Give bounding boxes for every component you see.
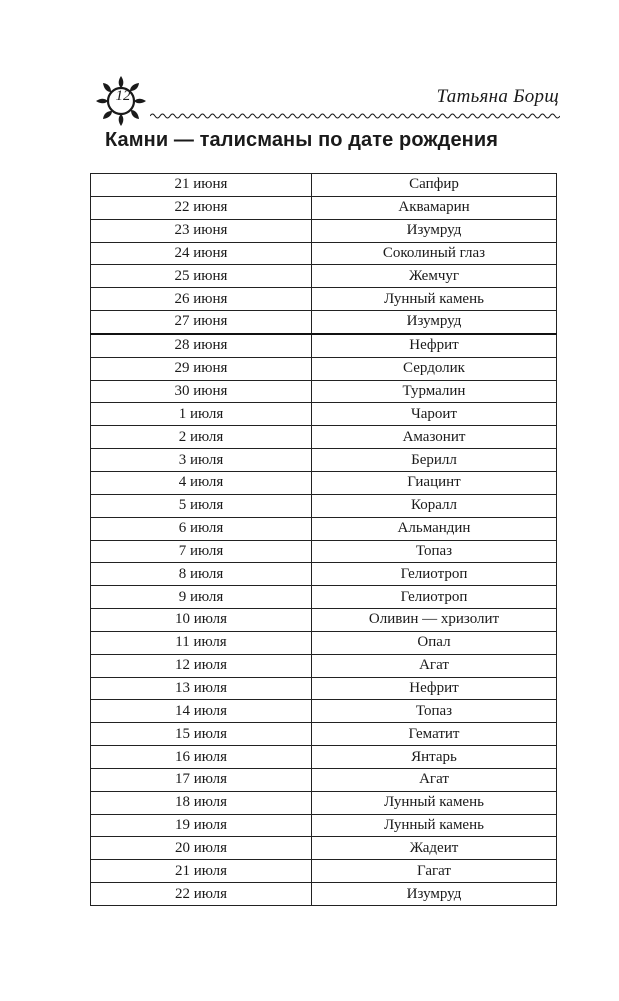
stone-cell: Жемчуг [312, 265, 557, 288]
stone-cell: Гиацинт [312, 471, 557, 494]
date-cell: 25 июня [91, 265, 312, 288]
stone-cell: Изумруд [312, 883, 557, 906]
date-cell: 6 июля [91, 517, 312, 540]
date-cell: 19 июля [91, 814, 312, 837]
table-row [91, 426, 557, 449]
table-row [91, 471, 557, 494]
stone-cell: Опал [312, 631, 557, 654]
table-row [91, 196, 557, 219]
date-cell: 18 июля [91, 791, 312, 814]
stone-cell: Аквамарин [312, 196, 557, 219]
table-row [91, 494, 557, 517]
stone-cell: Топаз [312, 700, 557, 723]
stone-cell: Чароит [312, 403, 557, 426]
table-row [91, 517, 557, 540]
date-cell: 22 июля [91, 883, 312, 906]
stone-cell: Оливин — хризолит [312, 609, 557, 632]
date-cell: 29 июня [91, 357, 312, 380]
date-cell: 30 июня [91, 380, 312, 403]
page-title: Камни — талисманы по дате рождения [105, 129, 499, 151]
table-row [91, 837, 557, 860]
stone-cell: Сердолик [312, 357, 557, 380]
date-cell: 23 июня [91, 219, 312, 242]
date-cell: 3 июля [91, 449, 312, 472]
table-row [91, 791, 557, 814]
date-cell: 24 июня [91, 242, 312, 265]
date-cell: 20 июля [91, 837, 312, 860]
date-cell: 10 июля [91, 609, 312, 632]
stone-cell: Гелиотроп [312, 586, 557, 609]
stone-cell: Гематит [312, 723, 557, 746]
date-cell: 17 июля [91, 768, 312, 791]
stone-cell: Берилл [312, 449, 557, 472]
table-row [91, 586, 557, 609]
stone-cell: Агат [312, 768, 557, 791]
table-row [91, 677, 557, 700]
table-row [91, 540, 557, 563]
stone-cell: Альмандин [312, 517, 557, 540]
stone-cell: Изумруд [312, 311, 557, 334]
stone-cell: Нефрит [312, 677, 557, 700]
date-cell: 7 июля [91, 540, 312, 563]
page-number: 12 [115, 88, 131, 104]
table-row [91, 334, 557, 357]
stone-cell: Гелиотроп [312, 563, 557, 586]
date-cell: 2 июля [91, 426, 312, 449]
table-row [91, 814, 557, 837]
table-row [91, 449, 557, 472]
date-cell: 22 июня [91, 196, 312, 219]
author-name: Татьяна Борщ [436, 86, 559, 107]
stone-cell: Амазонит [312, 426, 557, 449]
date-cell: 5 июля [91, 494, 312, 517]
date-cell: 4 июля [91, 471, 312, 494]
date-cell: 21 июня [91, 174, 312, 197]
table-row [91, 219, 557, 242]
date-cell: 26 июня [91, 288, 312, 311]
table-row [91, 609, 557, 632]
date-cell: 9 июля [91, 586, 312, 609]
table-row [91, 265, 557, 288]
date-cell: 28 июня [91, 334, 312, 357]
date-cell: 8 июля [91, 563, 312, 586]
stone-cell: Коралл [312, 494, 557, 517]
stone-cell: Лунный камень [312, 814, 557, 837]
table-row [91, 723, 557, 746]
table-row [91, 242, 557, 265]
stone-cell: Топаз [312, 540, 557, 563]
table-row [91, 883, 557, 906]
stone-cell: Соколиный глаз [312, 242, 557, 265]
table-row [91, 768, 557, 791]
stone-cell: Лунный камень [312, 791, 557, 814]
table-row [91, 174, 557, 197]
date-cell: 27 июня [91, 311, 312, 334]
table-row [91, 288, 557, 311]
stone-cell: Гагат [312, 860, 557, 883]
date-cell: 14 июля [91, 700, 312, 723]
stone-cell: Лунный камень [312, 288, 557, 311]
birthstone-table [90, 173, 557, 906]
table-row [91, 380, 557, 403]
date-cell: 1 июля [91, 403, 312, 426]
table-row [91, 654, 557, 677]
table-row [91, 746, 557, 769]
stone-cell: Турмалин [312, 380, 557, 403]
table-row [91, 311, 557, 334]
stone-cell: Сапфир [312, 174, 557, 197]
date-cell: 11 июля [91, 631, 312, 654]
date-cell: 12 июля [91, 654, 312, 677]
table-row [91, 563, 557, 586]
date-cell: 21 июля [91, 860, 312, 883]
stone-cell: Изумруд [312, 219, 557, 242]
date-cell: 13 июля [91, 677, 312, 700]
table-row [91, 631, 557, 654]
stone-cell: Нефрит [312, 334, 557, 357]
stone-cell: Агат [312, 654, 557, 677]
date-cell: 16 июля [91, 746, 312, 769]
stone-cell: Жадеит [312, 837, 557, 860]
table-row [91, 860, 557, 883]
header-wave-rule [150, 112, 560, 120]
table-row [91, 357, 557, 380]
table-row [91, 403, 557, 426]
stone-cell: Янтарь [312, 746, 557, 769]
date-cell: 15 июля [91, 723, 312, 746]
table-row [91, 700, 557, 723]
